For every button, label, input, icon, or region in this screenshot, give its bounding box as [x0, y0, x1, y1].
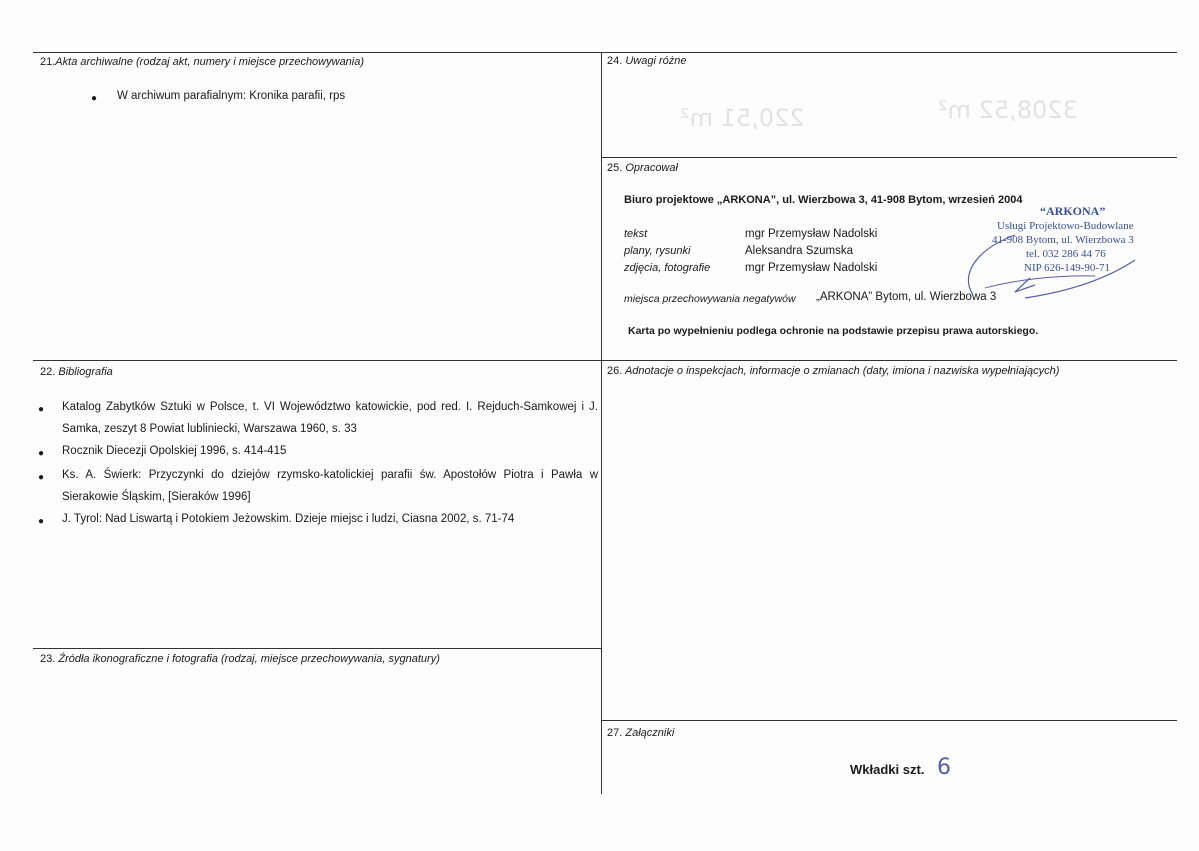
bib-item: J. Tyrol: Nad Liswartą i Potokiem Jeżowskim. Dzieje miejsc i ludzi, Ciasna 2002, s. 71-74: [62, 513, 515, 525]
credit-role: tekst: [624, 228, 648, 240]
credit-name: mgr Przemysław Nadolski: [745, 262, 878, 274]
stamp-line: Usługi Projektowo-Budowlane: [997, 220, 1134, 232]
s21-item: W archiwum parafialnym: Kronika parafii, rps: [117, 90, 346, 102]
bib-item: Rocznik Diecezji Opolskiej 1996, s. 414-415: [62, 445, 287, 457]
s23-heading: [40, 653, 440, 665]
s22-heading: [40, 366, 113, 378]
bleed-through-text: 3208,52 m²: [938, 96, 1078, 124]
s21-number: 21.: [40, 56, 56, 68]
s24-heading: [607, 55, 687, 67]
bullet-icon: ●: [91, 93, 98, 104]
stamp-line: tel. 032 286 44 76: [1026, 248, 1106, 260]
s23-title: Źródła ikonograficzne i fotografia (rodzaj, miejsce przechowywania, sygnatury): [58, 653, 440, 665]
negatives-label: miejsca przechowywania negatywów: [624, 293, 796, 305]
s27-number: 27.: [607, 727, 623, 739]
s24-title: Uwagi różne: [625, 55, 687, 67]
bullet-icon: ●: [38, 404, 45, 415]
s21-heading: [40, 56, 364, 68]
signature-icon: [955, 210, 1155, 310]
s26-heading: [607, 365, 1059, 377]
s23-number: 23.: [40, 653, 56, 665]
right-upper-rule: [601, 157, 1177, 158]
s24-number: 24.: [607, 55, 623, 67]
s25-heading: [607, 162, 678, 174]
s25-number: 25.: [607, 162, 623, 174]
s21-title: Akta archiwalne (rodzaj akt, numery i miejsce przechowywania): [55, 56, 365, 68]
copyright-note: Karta po wypełnieniu podlega ochronie na podstawie przepisu prawa autorskiego.: [628, 325, 1039, 337]
s25-office: Biuro projektowe „ARKONA”, ul. Wierzbowa 3, 41-908 Bytom, wrzesień 2004: [624, 194, 1023, 206]
bullet-icon: ●: [38, 516, 45, 527]
s26-number: 26.: [607, 365, 623, 377]
column-divider: [601, 52, 602, 794]
s27-title: Załączniki: [625, 727, 675, 739]
s26-title: Adnotacje o inspekcjach, informacje o zmianach (daty, imiona i nazwiska wypełniających): [624, 365, 1060, 377]
credit-role: plany, rysunki: [624, 245, 691, 257]
negatives-value: „ARKONA” Bytom, ul. Wierzbowa 3: [816, 291, 997, 303]
top-rule: [33, 52, 1177, 53]
s22-title: Bibliografia: [58, 366, 113, 378]
inserts-label: Wkładki szt.: [850, 762, 925, 777]
s22-number: 22.: [40, 366, 56, 378]
bullet-icon: ●: [38, 448, 45, 459]
stamp-line: NIP 626-149-90-71: [1024, 262, 1111, 274]
s27-heading: [607, 727, 674, 739]
credit-name: mgr Przemysław Nadolski: [745, 228, 878, 240]
inserts-count: 6: [937, 755, 951, 780]
bib-item: Katalog Zabytków Sztuki w Polsce, t. VI Województwo katowickie, pod red. I. Rejduch-Samkowej i J. Samka, zeszyt 8 Powiat lubliniecki, Warszawa 1960, s. 33: [62, 401, 598, 435]
right-lower-rule: [601, 720, 1177, 721]
stamp-line: “ARKONA”: [1040, 204, 1106, 218]
stamp-line: 41-908 Bytom, ul. Wierzbowa 3: [992, 234, 1134, 246]
credit-role: zdjęcia, fotografie: [624, 262, 711, 274]
credit-name: Aleksandra Szumska: [745, 245, 854, 257]
middle-rule: [33, 360, 1177, 361]
bib-item: Ks. A. Świerk: Przyczynki do dziejów rzymsko-katolickiej parafii św. Apostołów Piotra i Pawła w Sierakowie Śląskim, [Sieraków 1996]: [62, 469, 598, 503]
left-lower-rule: [33, 648, 601, 649]
s25-title: Opracował: [625, 162, 678, 174]
bullet-icon: ●: [38, 472, 45, 483]
bleed-through-text: 220,51 m²: [680, 104, 805, 132]
